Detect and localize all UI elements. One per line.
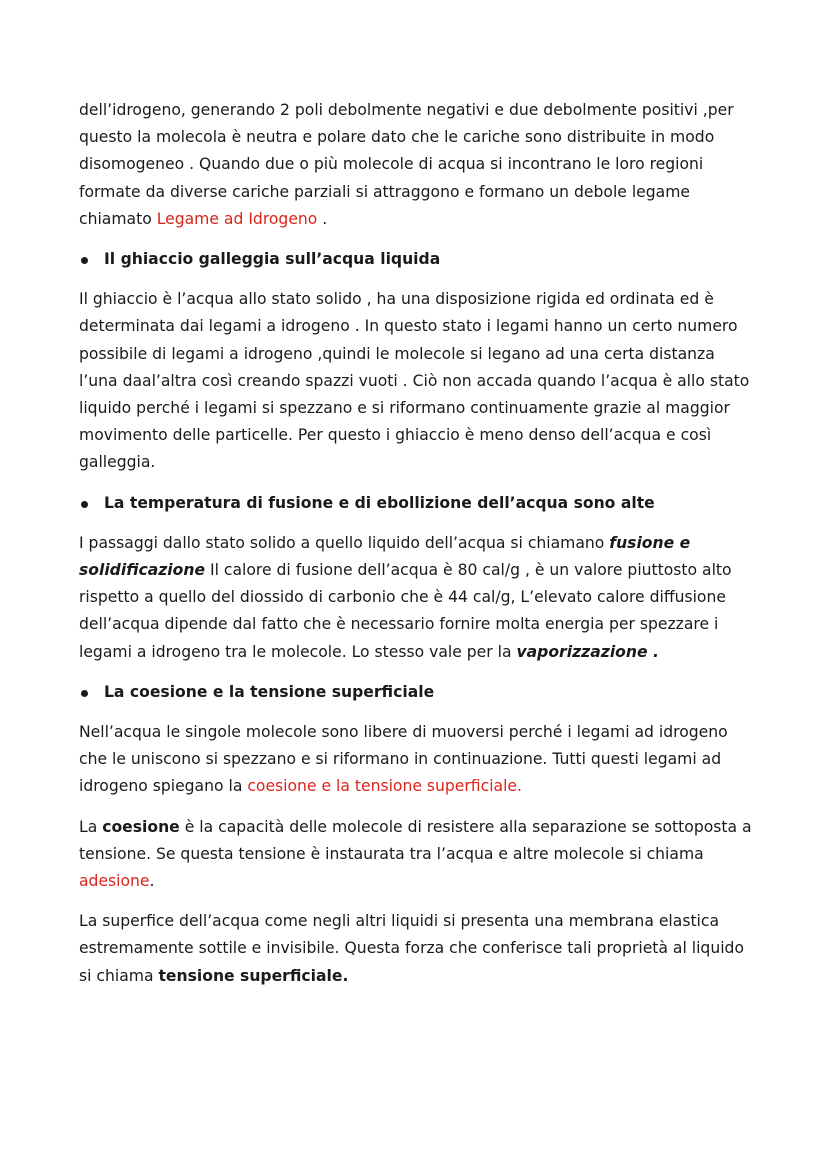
highlight-coesione-tensione: coesione e la tensione superficiale. — [247, 777, 522, 796]
paragraph-text: è la capacità delle molecole di resistere alla separazione se sottoposta a tensione. Se questa tensione è instaurata tra l’acqua e altre molecole si chiama — [79, 817, 752, 863]
document-page — [79, 97, 754, 1003]
paragraph-text: La superfice dell’acqua come negli altri liquidi si presenta una membrana elastica estremamente sottile e invisibile. Questa forza che conferisce tali proprietà al liquido si chiama — [79, 912, 744, 985]
bullet-heading-temperature — [79, 490, 754, 517]
paragraph-hydrogen-bond — [79, 97, 754, 233]
paragraph-text: La — [79, 817, 103, 836]
paragraph-ice — [79, 286, 754, 476]
bullet-heading-ice — [79, 246, 754, 273]
paragraph-text: Nell’acqua le singole molecole sono libere di muoversi perché i legami ad idrogeno che le uniscono si spezzano e si riformano in continuazione. Tutti questi legami ad idrogeno spiegano la — [79, 723, 728, 796]
paragraph-text: I passaggi dallo stato solido a quello liquido dell’acqua si chiamano — [79, 533, 610, 552]
paragraph-tail: . — [317, 209, 328, 228]
bullet-icon — [81, 690, 88, 697]
bullet-heading-text: Il ghiaccio galleggia sull’acqua liquida — [104, 250, 441, 269]
highlight-legame-idrogeno: Legame ad Idrogeno — [156, 209, 318, 228]
highlight-adesione: adesione — [79, 872, 150, 891]
bullet-icon — [81, 501, 88, 508]
term-fusione-solidificazione: fusione e solidificazione — [79, 533, 691, 580]
bullet-icon — [81, 257, 88, 264]
term-coesione: coesione — [102, 817, 180, 836]
paragraph-surface-tension — [79, 908, 754, 990]
term-tensione-superficiale: tensione superficiale. — [158, 966, 349, 985]
bullet-heading-text: La coesione e la tensione superficiale — [104, 682, 435, 701]
paragraph-cohesion-definition — [79, 814, 754, 896]
term-vaporizzazione: vaporizzazione . — [516, 642, 659, 661]
paragraph-tail: . — [149, 872, 155, 891]
paragraph-text: Il ghiaccio è l’acqua allo stato solido , ha una disposizione rigida ed ordinata ed è determinata dai legami a idrogeno . In questo stato i legami hanno un certo numero possibile di legami a idrogeno ,quindi le molecole si legano ad una certa distanza l’una daal’altra così creando spazzi vuoti . Ciò non accada quando l’acqua è allo stato liquido perché i legami si spezzano e si riformano continuamente grazie al maggior movimento delle particelle. Per questo i ghiaccio è meno denso dell’acqua e così galleggia. — [79, 290, 750, 472]
bullet-heading-cohesion — [79, 679, 754, 706]
paragraph-cohesion-intro — [79, 719, 754, 801]
paragraph-temperature — [79, 530, 754, 666]
paragraph-text: Il calore di fusione dell’acqua è 80 cal/g , è un valore piuttosto alto rispetto a quello del diossido di carbonio che è 44 cal/g, L’elevato calore diffusione dell’acqua dipende dal fatto che è necessario fornire molta energia per spezzare i legami a idrogeno tra le molecole. Lo stesso vale per la — [79, 561, 732, 661]
bullet-heading-text: La temperatura di fusione e di ebollizione dell’acqua sono alte — [104, 493, 655, 512]
paragraph-text: dell’idrogeno, generando 2 poli debolmente negativi e due debolmente positivi ,per questo la molecola è neutra e polare dato che le cariche sono distribuite in modo disomogeneo . Quando due o più molecole di acqua si incontrano le loro regioni formate da diverse cariche parziali si attraggono e formano un debole legame chiamato — [79, 101, 734, 228]
